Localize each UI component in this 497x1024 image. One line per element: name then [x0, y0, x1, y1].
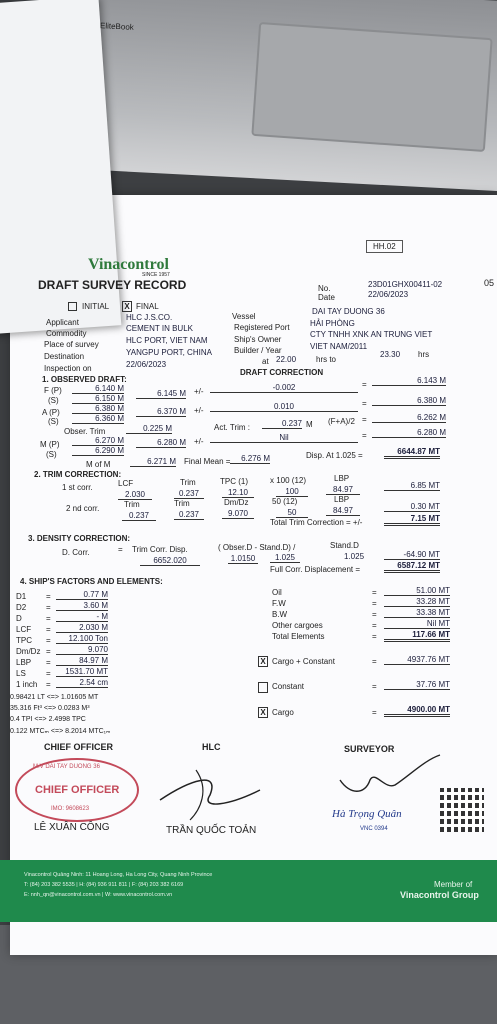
vessel-value: DAI TAY DUONG 36: [312, 307, 385, 316]
factor-eq: =: [46, 647, 51, 656]
element-value: 117.66 MT: [384, 630, 450, 642]
h1-trim: Trim: [180, 478, 196, 487]
factor-value: 12.100 Ton: [56, 634, 108, 644]
element-key: Total Elements: [272, 632, 325, 641]
corr-f: -0.002: [210, 383, 358, 393]
factor-key: 1 inch: [16, 680, 38, 689]
factor-key: D2: [16, 603, 27, 612]
stamp-bottom: IMO: 9608623: [51, 806, 90, 812]
date-value: 22/06/2023: [368, 290, 409, 299]
element-value: 33.38 MT: [384, 608, 450, 618]
h2-dmdz: Dm/Dz: [224, 498, 249, 507]
footer-group: Vinacontrol Group: [400, 890, 479, 900]
h1-lcf: LCF: [118, 479, 134, 488]
conversion-line: 0.98421 LT <=> 1.01605 MT: [10, 694, 99, 701]
element-value: 33.28 MT: [384, 597, 450, 607]
date-label: Date: [318, 293, 335, 302]
conversion-line: 0.4 TPI <=> 2.4998 TPC: [10, 716, 86, 723]
ap-label: A (P): [42, 408, 60, 417]
res-a: 6.380 M: [372, 396, 446, 406]
surveyor-title: SURVEYOR: [344, 744, 395, 754]
corr-a: 0.010: [210, 402, 358, 412]
element-value: Nil MT: [384, 619, 450, 629]
h2-trim2: Trim: [174, 499, 190, 508]
vinacontrol-logo: Vinacontrol: [88, 256, 169, 273]
owner-label: Ship's Owner: [234, 335, 282, 344]
cargo-checkbox[interactable]: X: [258, 707, 268, 718]
final-mean-label: Final Mean =: [184, 457, 231, 466]
footer-line-1: Vinacontrol Quảng Ninh: 11 Hoang Long, Ha Long City, Quang Ninh Province: [24, 872, 213, 878]
density-h1: Trim Corr. Disp.: [132, 545, 188, 554]
eq-4: =: [362, 431, 367, 440]
pm-3: +/-: [194, 437, 204, 446]
qr-code-overlay: [440, 788, 484, 832]
draft-correction-title: DRAFT CORRECTION: [240, 368, 324, 377]
factor-eq: =: [46, 603, 51, 612]
cargo-constant-checkbox[interactable]: X: [258, 656, 268, 667]
first-corr-label: 1 st corr.: [62, 483, 93, 492]
obs-trim: 0.225 M: [126, 424, 172, 434]
element-eq: =: [372, 588, 377, 597]
factor-key: TPC: [16, 636, 32, 645]
destination-value: YANGPU PORT, CHINA: [126, 348, 212, 357]
stamp-top: M.V DAI TAY DUONG 36: [33, 764, 100, 770]
element-key: F.W: [272, 599, 286, 608]
final-label: FINAL: [136, 302, 159, 311]
eq-2: =: [362, 399, 367, 408]
inspection-label: Inspection on: [44, 364, 92, 373]
fs-value: 6.150 M: [72, 394, 124, 404]
stamp-mid: CHIEF OFFICER: [35, 784, 120, 796]
mp-value: 6.270 M: [72, 436, 124, 446]
first-result: 6.85 MT: [384, 481, 440, 491]
commodity-value: CEMENT IN BULK: [126, 324, 193, 333]
hlc-name: TRẦN QUỐC TOẢN: [166, 825, 257, 836]
inspection-value: 22/06/2023: [126, 360, 167, 369]
port-value: HẢI PHÒNG: [310, 319, 355, 328]
r2-trim1: 0.237: [122, 511, 156, 521]
to-time: 23.30: [380, 350, 401, 359]
chief-officer-stamp: [15, 758, 139, 822]
pm-2: +/-: [194, 406, 204, 415]
element-key: B.W: [272, 610, 288, 619]
commodity-label: Commodity: [46, 329, 87, 338]
hlc-signature-stroke: [190, 770, 203, 820]
f-mean: 6.145 M: [136, 389, 186, 399]
factor-eq: =: [46, 636, 51, 645]
factor-key: D1: [16, 592, 27, 601]
element-eq: =: [372, 610, 377, 619]
second-corr-label: 2 nd corr.: [66, 504, 100, 513]
mofm-value: 6.271 M: [130, 457, 176, 467]
r2-trim2: 0.237: [174, 510, 204, 520]
at-label: at: [262, 357, 269, 366]
element-key: Oil: [272, 588, 282, 597]
factor-value: 3.60 M: [56, 601, 108, 611]
density-h2: ( Obser.D - Stand.D) /: [218, 543, 296, 552]
mp-label: M (P): [40, 440, 60, 449]
a-mean: 6.370 M: [136, 407, 186, 417]
hlc-title: HLC: [202, 742, 221, 752]
eq-cc: =: [372, 657, 377, 666]
hrs-label: hrs: [418, 350, 430, 359]
side-mark: 05: [484, 278, 495, 288]
h1-tpc: TPC (1): [220, 477, 248, 486]
observed-section-title: 1. OBSERVED DRAFT:: [42, 375, 127, 384]
as-value: 6.360 M: [72, 414, 124, 424]
r1-tpc: 12.10: [222, 488, 254, 498]
h1-lbp: LBP: [334, 474, 350, 483]
factor-eq: =: [46, 592, 51, 601]
eq-3: =: [362, 415, 367, 424]
element-value: 51.00 MT: [384, 586, 450, 596]
place-value: HLC PORT, VIET NAM: [126, 336, 208, 345]
cargo-label: Cargo: [272, 708, 294, 717]
h2-50: 50 (12): [272, 497, 298, 506]
ms-value: 6.290 M: [72, 446, 124, 456]
constant-checkbox[interactable]: [258, 682, 268, 693]
r1-100: 100: [276, 487, 308, 497]
owner-value: CTY TNHH XNK AN TRUNG VIET: [310, 330, 433, 339]
density-section-title: 3. DENSITY CORRECTION:: [28, 534, 131, 543]
corr-m: Nil: [210, 433, 358, 443]
destination-label: Destination: [44, 352, 85, 361]
final-checkbox[interactable]: X: [122, 301, 132, 312]
factor-value: 1531.70 MT: [56, 667, 108, 677]
res-f: 6.143 M: [372, 376, 446, 386]
trim-section-title: 2. TRIM CORRECTION:: [34, 470, 122, 479]
r2-50: 50: [276, 508, 308, 518]
footer-bar: [0, 860, 497, 922]
as-label: (S): [48, 417, 59, 426]
conversion-line: 0.122 MTCₘ <=> 8.2014 MTC₁ₘ: [10, 728, 111, 735]
density-obs: 1.0150: [228, 554, 258, 564]
place-label: Place of survey: [44, 340, 99, 349]
factor-key: LS: [16, 669, 26, 678]
element-eq: =: [372, 621, 377, 630]
cargo-constant-value: 4937.76 MT: [384, 655, 450, 665]
footer-member: Member of: [434, 880, 473, 889]
surveyor-name: Hà Trọng Quân: [332, 808, 402, 820]
factor-eq: =: [46, 625, 51, 634]
factor-value: 2.54 cm: [56, 678, 108, 688]
mofm-label: M of M: [86, 460, 111, 469]
res-m: 6.280 M: [372, 428, 446, 438]
m-mean: 6.280 M: [136, 438, 186, 448]
port-label: Registered Port: [234, 323, 290, 332]
fp-value: 6.140 M: [72, 384, 124, 394]
vessel-label: Vessel: [232, 312, 256, 321]
footer-line-2: T: (84) 203 382 5535 | H: (84) 936 911 811 | F: (84) 203 382 6169: [24, 882, 184, 888]
r2-lbp: 84.97: [326, 506, 360, 516]
conversion-line: 35.316 Ft³ <=> 0.0283 M³: [10, 705, 90, 712]
laptop-touchpad: [251, 22, 492, 152]
density-std2: 1.025: [344, 552, 365, 561]
density-std: 1.025: [270, 553, 300, 563]
act-trim: 0.237: [262, 419, 302, 429]
hlc-signature: [160, 780, 260, 804]
chief-officer-title: CHIEF OFFICER: [44, 742, 113, 752]
factor-value: 9.070: [56, 645, 108, 655]
element-eq: =: [372, 599, 377, 608]
factor-eq: =: [46, 669, 51, 678]
full-disp-label: Full Corr. Displacement =: [270, 565, 361, 574]
r1-lbp: 84.97: [326, 485, 360, 495]
logo-since: SINCE 1957: [142, 272, 170, 278]
total-trim-label: Total Trim Correction = +/-: [270, 518, 363, 527]
second-result: 0.30 MT: [384, 502, 440, 512]
eq-d: =: [118, 545, 123, 554]
factor-value: 84.97 M: [56, 656, 108, 666]
at-time: 22.00: [276, 355, 297, 364]
fa2-label: (F+A)/2: [328, 417, 355, 426]
h2-lbp: LBP: [334, 495, 350, 504]
r1-lcf: 2.030: [118, 490, 152, 500]
chief-officer-name: LÊ XUÂN CÔNG: [34, 822, 110, 833]
full-disp: 6587.12 MT: [384, 561, 440, 573]
applicant-label: Applicant: [46, 318, 79, 327]
act-trim-label: Act. Trim :: [214, 423, 250, 432]
h2-trim1: Trim: [124, 500, 140, 509]
initial-label: INITIAL: [82, 302, 110, 311]
disp-value: 6644.87 MT: [384, 447, 440, 459]
builder-label: Builder / Year: [234, 346, 282, 355]
pm-1: +/-: [194, 387, 204, 396]
factor-key: D: [16, 614, 22, 623]
builder-value: VIET NAM/2011: [310, 342, 368, 351]
act-trim-unit: M: [306, 420, 313, 429]
factor-eq: =: [46, 658, 51, 667]
constant-value: 37.76 MT: [384, 680, 450, 690]
factor-eq: =: [46, 614, 51, 623]
applicant-value: HLC J.S.CO.: [126, 313, 173, 322]
density-h3: Stand.D: [330, 541, 359, 550]
eq-1: =: [362, 380, 367, 389]
fs-label: (S): [48, 396, 59, 405]
surveyor-code: VNC 0394: [360, 826, 388, 832]
factor-eq: =: [46, 680, 51, 689]
obs-trim-label: Obser. Trim: [64, 427, 106, 436]
element-eq: =: [372, 632, 377, 641]
laptop-brand: EliteBook: [99, 21, 135, 32]
footer-line-3: E: nnh_qn@vinacontrol.com.vn | W: www.vinacontrol.com.vn: [24, 892, 173, 898]
density-result: -64.90 MT: [384, 550, 440, 560]
final-mean: 6.276 M: [230, 454, 270, 464]
doc-tag: HH.02: [366, 240, 403, 253]
factor-key: LCF: [16, 625, 32, 634]
factor-key: Dm/Dz: [16, 647, 41, 656]
density-disp: 6652.020: [140, 556, 200, 566]
signatures-scribbles: [150, 750, 450, 830]
factor-value: 2.030 M: [56, 623, 108, 633]
factor-value: 0.77 M: [56, 590, 108, 600]
r1-trim: 0.237: [174, 489, 204, 499]
eq-c: =: [372, 682, 377, 691]
density-label: D. Corr.: [62, 548, 90, 557]
eq-cg: =: [372, 708, 377, 717]
no-value: 23D01GHX00411-02: [368, 280, 443, 289]
page-title: DRAFT SURVEY RECORD: [38, 278, 187, 292]
initial-checkbox[interactable]: [68, 302, 77, 311]
disp-label: Disp. At 1.025 =: [306, 451, 363, 460]
cargo-value: 4900.00 MT: [384, 705, 450, 717]
r2-dmdz: 9.070: [222, 509, 254, 519]
factor-key: LBP: [16, 658, 32, 667]
ms-label: (S): [46, 450, 57, 459]
constant-label: Constant: [272, 682, 305, 691]
cargo-constant-label: Cargo + Constant: [272, 657, 335, 666]
h1-x100: x 100 (12): [270, 476, 307, 485]
res-fa: 6.262 M: [372, 413, 446, 423]
fp-label: F (P): [44, 386, 62, 395]
no-label: No.: [318, 284, 331, 293]
ap-value: 6.380 M: [72, 404, 124, 414]
surveyor-signature: [340, 755, 440, 791]
factor-value: - M: [56, 612, 108, 622]
total-trim: 7.15 MT: [384, 514, 440, 526]
hrs-to-label: hrs to: [316, 355, 337, 364]
element-key: Other cargoes: [272, 621, 323, 630]
factors-section-title: 4. SHIP'S FACTORS AND ELEMENTS:: [20, 577, 163, 586]
